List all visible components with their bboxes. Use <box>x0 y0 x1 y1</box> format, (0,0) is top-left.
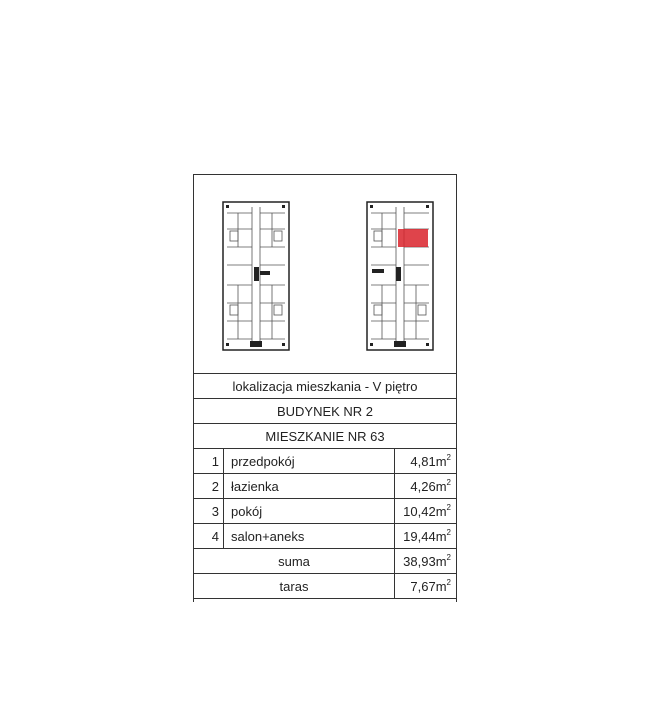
room-area: 10,42m $^2$ <box>394 499 456 523</box>
room-name: salon+aneks <box>231 528 305 544</box>
sum-area: 38,93m $^2$ <box>394 549 456 573</box>
terrace-row <box>194 573 456 599</box>
apartment-label: MIESZKANIE NR 63 <box>265 428 385 444</box>
table-row <box>194 473 456 498</box>
room-number: 1 <box>194 449 224 473</box>
floor-plans <box>194 174 456 375</box>
room-name: przedpokój <box>231 453 295 469</box>
sum-row <box>194 548 456 573</box>
apartment-row <box>194 423 456 448</box>
location-label: lokalizacja mieszkania - V piętro <box>232 378 418 394</box>
room-name: łazienka <box>231 478 279 494</box>
room-number: 4 <box>194 524 224 548</box>
apartment-card <box>193 174 457 602</box>
building-label: BUDYNEK NR 2 <box>276 403 374 419</box>
terrace-area: 7,67m $^2$ <box>394 574 456 598</box>
terrace-label: taras <box>279 578 309 594</box>
table-row <box>194 498 456 523</box>
room-area: 19,44m $^2$ <box>394 524 456 548</box>
room-name: pokój <box>231 503 263 519</box>
table-row <box>194 448 456 473</box>
sum-label: suma <box>278 553 310 569</box>
building-row <box>194 398 456 423</box>
floor-plan-right <box>366 201 434 351</box>
location-row <box>194 373 456 398</box>
room-number: 2 <box>194 474 224 498</box>
rooms-table <box>194 448 456 599</box>
table-row <box>194 523 456 548</box>
floor-plan-left <box>222 201 290 351</box>
room-number: 3 <box>194 499 224 523</box>
highlighted-apartment <box>398 229 428 247</box>
room-area: 4,26m $^2$ <box>394 474 456 498</box>
room-area: 4,81m $^2$ <box>394 449 456 473</box>
